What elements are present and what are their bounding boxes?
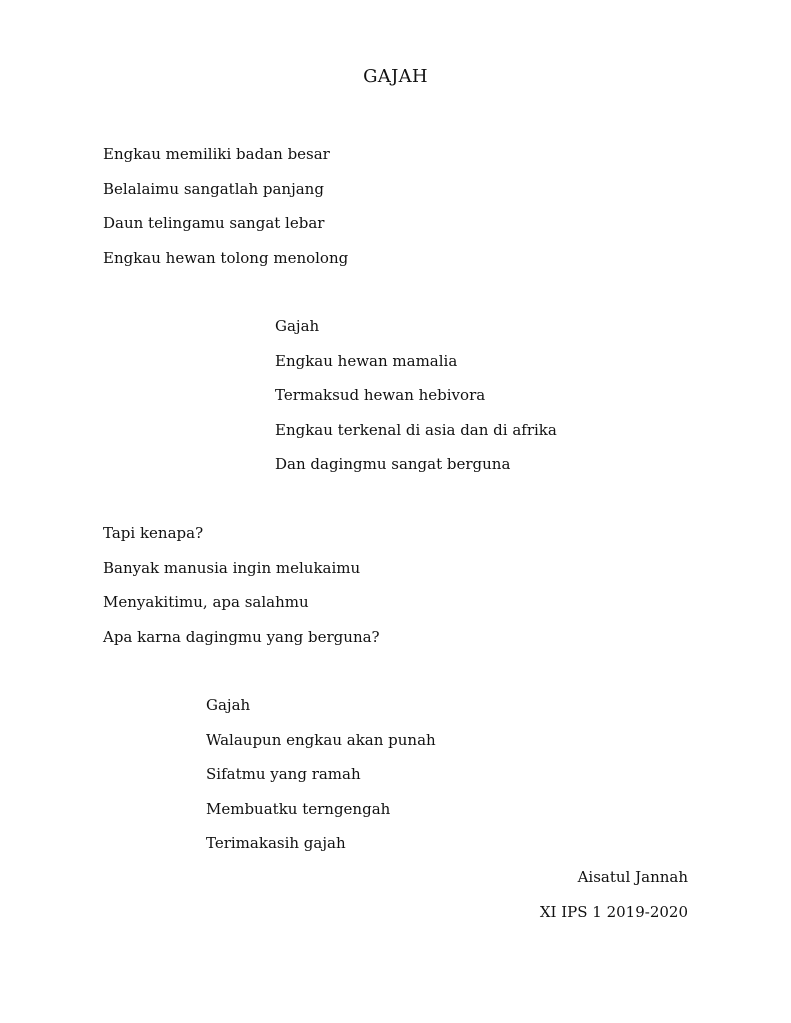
poem-line: Gajah	[275, 317, 320, 335]
poem-line: Engkau terkenal di asia dan di afrika	[275, 420, 557, 439]
poem-line: Engkau hewan mamalia	[275, 351, 458, 370]
poem-line: Dan dagingmu sangat berguna	[275, 455, 511, 473]
stanza-1	[103, 137, 348, 275]
poem-line: Daun telingamu sangat lebar	[103, 214, 325, 232]
poem-line: Walaupun engkau akan punah	[206, 730, 436, 749]
poem-line: Tapi kenapa?	[103, 524, 204, 542]
poem-line: Banyak manusia ingin melukaimu	[103, 558, 361, 577]
poem-line: Engkau memiliki badan besar	[103, 145, 330, 163]
poem-title: GAJAH	[363, 66, 428, 87]
poem-line: Sifatmu yang ramah	[206, 765, 361, 783]
poem-line: Belalaimu sangatlah panjang	[103, 179, 324, 198]
poem-line: Terimakasih gajah	[206, 834, 346, 852]
class-info: XI IPS 1 2019-2020	[539, 902, 688, 921]
author-name: Aisatul Jannah	[577, 868, 688, 886]
signature-block	[540, 860, 688, 929]
poem-line: Apa karna dagingmu yang berguna?	[103, 627, 380, 646]
poem-line: Engkau hewan tolong menolong	[103, 248, 349, 267]
poem-line: Termaksud hewan hebivora	[275, 386, 486, 404]
stanza-4	[206, 688, 436, 861]
poem-line: Gajah	[206, 696, 251, 714]
poem-line: Membuatku terngengah	[206, 799, 391, 818]
stanza-2	[275, 309, 557, 482]
stanza-3	[103, 516, 380, 654]
poem-line: Menyakitimu, apa salahmu	[103, 593, 309, 611]
